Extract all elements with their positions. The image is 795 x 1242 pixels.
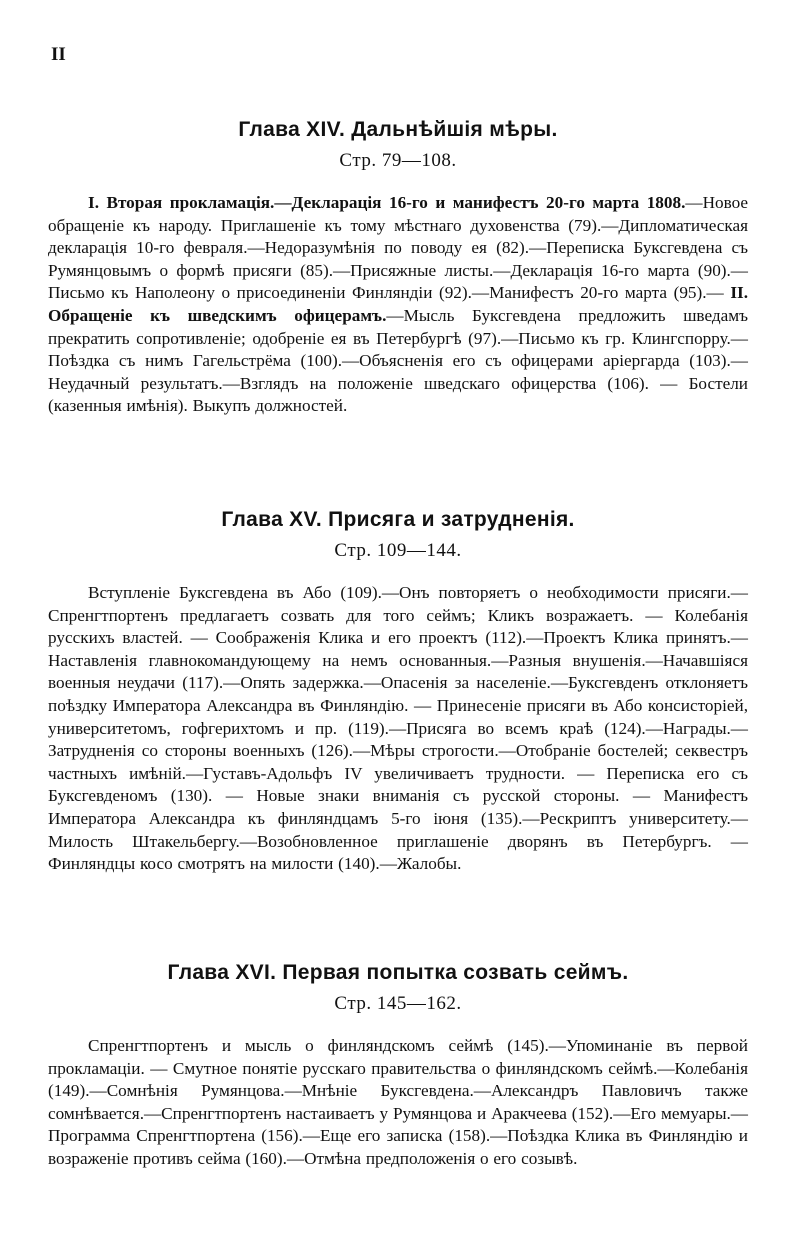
chapter-title: Глава XVI. Первая попытка созвать сеймъ. <box>167 961 629 984</box>
chapter-16 <box>48 961 748 1171</box>
chapter-summary: Спренгтпортенъ и мысль о финляндскомъ сеймѣ (145).—Упоминаніе въ первой прокламаціи. — Смутное понятіе русскаго правительства о финляндскомъ сеймѣ.—Колебанія (149).—Сомнѣнія Румянцова.—Мнѣніе Буксгевдена.—Александръ Павловичъ также сомнѣвается.—Спренгтпортенъ настаиваетъ у Румянцова и Аракчеева (152).—Его мемуары.—Программа Спренгтпортена (156).—Еще его записка (158).—Поѣздка Клика въ Финляндію и возраженіе противъ сейма (160).—Отмѣна предположенія о его созывѣ. <box>48 1036 748 1168</box>
chapter-pages: Стр. 79—108. <box>339 150 457 171</box>
chapter-summary <box>48 192 748 418</box>
section-text: —Мысль Буксгевдена предложить шведамъ прекратить сопротивленіе; одобреніе ея въ Петербургѣ (97).—Письмо къ гр. Клингспорру.—Поѣздка съ нимъ Гагельстрёма (100).—Объясненія его съ офицерами аріергарда (103).—Неудачный результатъ.—Взглядъ на положеніе шведскаго офицерства (106). — Бостели (казенныя имѣнія). Выкупъ должностей. <box>48 305 748 416</box>
chapter-summary: Вступленіе Буксгевдена въ Або (109).—Онъ повторяетъ о необходимости присяги.—Спренгтпортенъ предлагаетъ созвать для того сеймъ; Кликъ возражаетъ. — Колебанія русскихъ властей. — Соображенія Клика и его проектъ (112).—Проектъ Клика принятъ.—Наставленія главнокомандующему на немъ основанныя.—Разныя внушенія.—Начавшіяся военныя неудачи (117).—Опять задержка.—Опасенія за населеніе.—Буксгевденъ отклоняетъ поѣздку Императора Александра въ Финляндію. — Принесеніе присяги въ Або консисторіей, университетомъ, гофгерихтомъ и пр. (119).—Присяга во всемъ краѣ (124).—Награды.—Затрудненія со стороны военныхъ (126).—Мѣры строгости.—Отобраніе бостелей; секвестръ частныхъ имѣній.—Густавъ-Адольфъ IV увеличиваетъ трудности. — Переписка его съ Буксгевденомъ (130). — Новые знаки вниманія съ русской стороны. — Манифестъ Императора Александра къ финляндцамъ 5-го іюня (135).—Рескриптъ университету.—Милость Штакельбергу.—Возобновленное приглашеніе дворянъ въ Петербургъ. —Финляндцы косо смотрятъ на милости (140).—Жалобы. <box>48 583 748 874</box>
chapter-pages: Стр. 109—144. <box>334 540 462 561</box>
section-text: —Новое обращеніе къ народу. Приглашеніе къ тому мѣстнаго духовенства (79).—Дипломатическая декларація 10-го февраля.—Недоразумѣнія по поводу ея (82).—Переписка Буксгевдена съ Румянцовымъ о формѣ присяги (85).—Присяжные листы.—Декларація 16-го марта (90).—Письмо къ Наполеону о присоединеніи Финляндіи (92).—Манифестъ 20-го марта (95).— <box>48 193 748 303</box>
section-heading: II. Обращеніе къ шведскимъ офицерамъ. <box>48 283 749 325</box>
chapter-pages: Стр. 145—162. <box>334 993 462 1014</box>
chapter-title: Глава XIV. Дальнѣйшія мѣры. <box>238 118 558 141</box>
page-number: II <box>51 44 66 65</box>
chapter-title: Глава XV. Присяга и затрудненія. <box>221 508 575 531</box>
chapter-15 <box>48 508 748 876</box>
section-heading: I. Вторая прокламація.—Декларація 16-го и манифестъ 20-го марта 1808. <box>88 193 686 212</box>
chapter-14 <box>48 118 748 418</box>
